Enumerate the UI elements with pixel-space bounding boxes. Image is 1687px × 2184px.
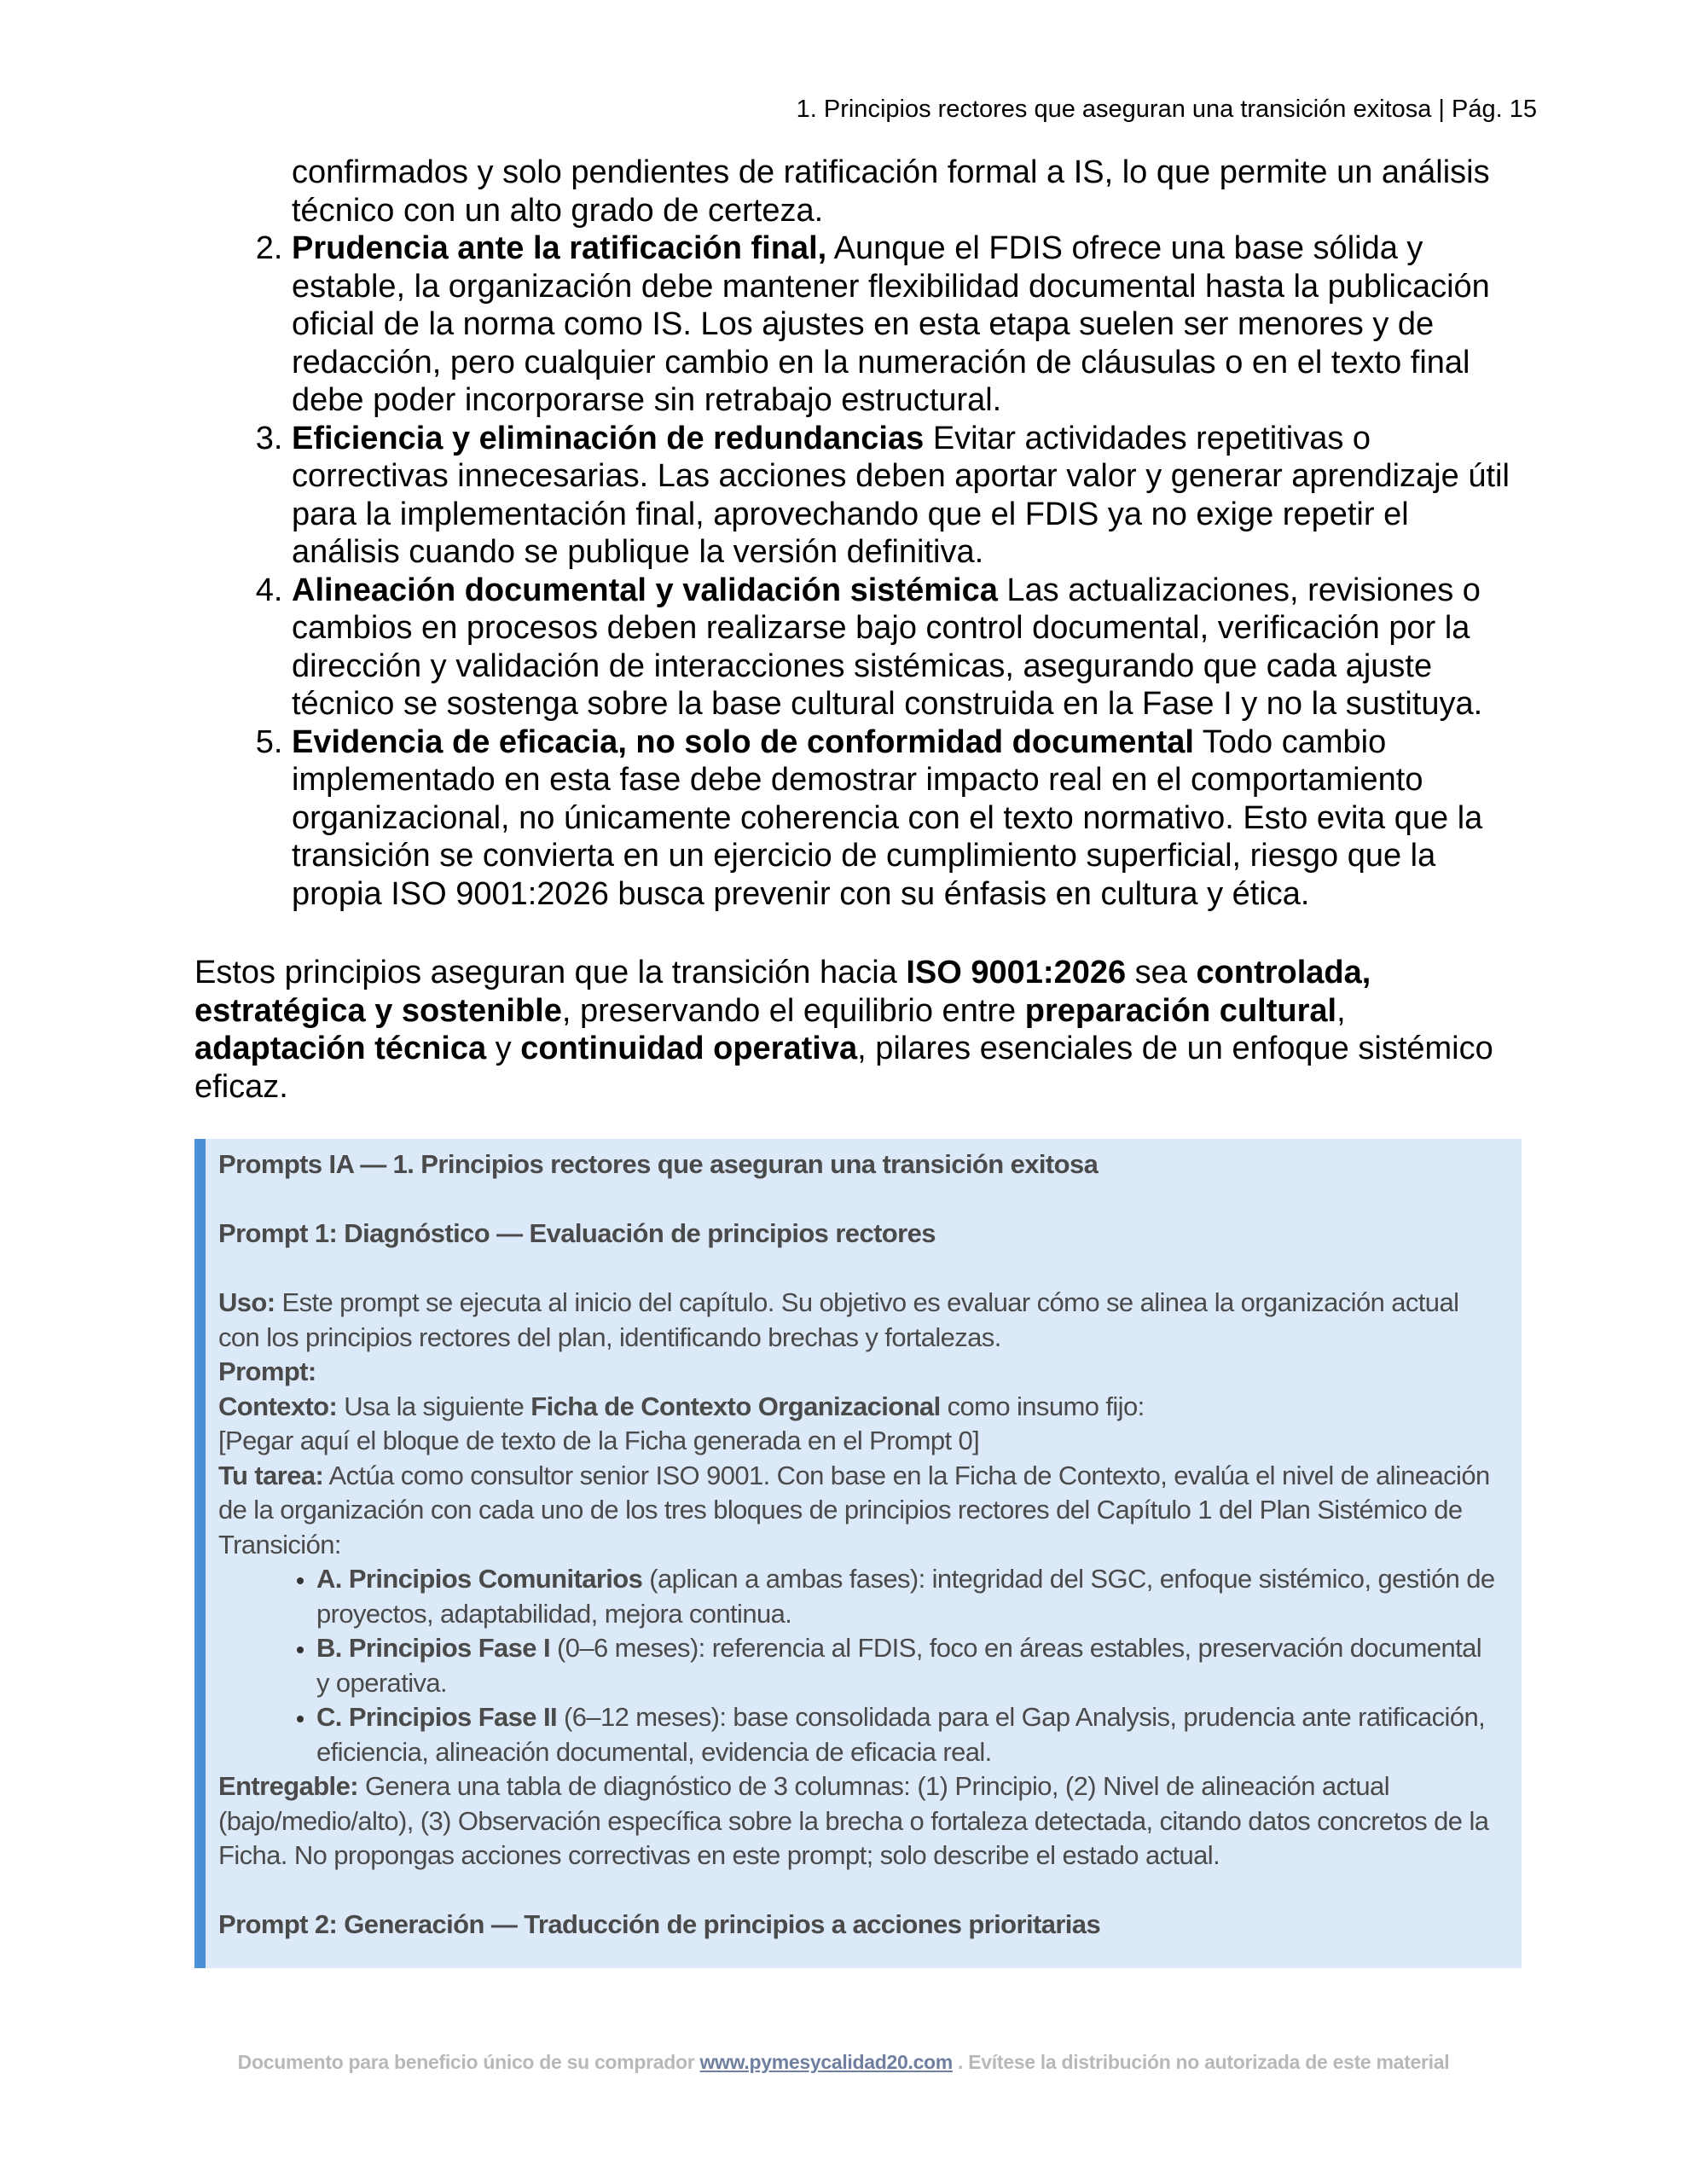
tarea-paragraph: Tu tarea: Actúa como consultor senior ISO 9001. Con base en la Ficha de Contexto, evalúa el nivel de alineación de la organización con cada uno de los tres bloques de principios rectores del Capítulo 1 del Plan Sistémico de Transición: bbox=[218, 1460, 1490, 1560]
principle-text: Aunque el FDIS ofrece una base sólida y estable, la organización debe mantener flexibilidad documental hasta la publicación oficial de la norma como IS. Los ajustes en esta etapa suelen ser menores y de redacción, pero cualquier cambio en la numeración de cláusulas o en el texto final debe poder incorporarse sin retrabajo estructural. bbox=[292, 230, 1490, 418]
prompt-label: Prompt: bbox=[218, 1356, 316, 1386]
list-item: • B. Principios Fase I (0–6 meses): referencia al FDIS, foco en áreas estables, preservación documental y operativa. bbox=[316, 1631, 1499, 1700]
paste-placeholder-line: [Pegar aquí el bloque de texto de la Ficha generada en el Prompt 0] bbox=[218, 1426, 980, 1455]
list-item: • C. Principios Fase II (6–12 meses): base consolidada para el Gap Analysis, prudencia ante ratificación, eficiencia, alineación documental, evidencia de eficacia real. bbox=[316, 1700, 1499, 1769]
list-continuation-text: confirmados y solo pendientes de ratificación formal a IS, lo que permite un análisis técnico con un alto grado de certeza. bbox=[292, 154, 1490, 229]
principle-item-5 bbox=[292, 723, 1525, 914]
prompt-1-title: Prompt 1: Diagnóstico — Evaluación de principios rectores bbox=[218, 1218, 936, 1248]
principle-text: Evitar actividades repetitivas o correctivas innecesarias. Las acciones deben aportar valor y generar aprendizaje útil para la implementación final, aprovechando que el FDIS ya no exige repetir el análisis cuando se publique la versión definitiva. bbox=[292, 420, 1510, 570]
entregable-paragraph: Entregable: Genera una tabla de diagnóstico de 3 columnas: (1) Principio, (2) Nivel de alineación actual (bajo/medio/alto), (3) Observación específica sobre la brecha o fortaleza detectada, citando datos concretos de la Ficha. No propongas acciones correctivas en este prompt; solo describe el estado actual. bbox=[218, 1771, 1489, 1870]
principle-item-3 bbox=[292, 420, 1525, 572]
prompt-2-title: Prompt 2: Generación — Traducción de principios a acciones prioritarias bbox=[218, 1909, 1101, 1939]
uso-paragraph: Uso: Este prompt se ejecuta al inicio del capítulo. Su objetivo es evaluar cómo se alinea la organización actual con los principios rectores del plan, identificando brechas y fortalezas. bbox=[218, 1287, 1459, 1352]
principle-text: Todo cambio implementado en esta fase debe demostrar impacto real en el comportamiento organizacional, no únicamente coherencia con el texto normativo. Esto evita que la transición se convierta en un ejercicio de cumplimiento superficial, riesgo que la propia ISO 9001:2026 busca prevenir con su énfasis en cultura y ética. bbox=[292, 723, 1483, 912]
principle-title: Evidencia de eficacia, no solo de conformidad documental bbox=[292, 723, 1194, 760]
conclusion-paragraph: Estos principios aseguran que la transición hacia ISO 9001:2026 sea controlada, estratégica y sostenible, preservando el equilibrio entre preparación cultural, adaptación técnica y continuidad operativa, pilares esenciales de un enfoque sistémico eficaz. bbox=[194, 955, 1493, 1105]
list-item: • A. Principios Comunitarios (aplican a ambas fases): integridad del SGC, enfoque sistémico, gestión de proyectos, adaptabilidad, mejora continua. bbox=[316, 1562, 1499, 1631]
principle-item-2 bbox=[292, 229, 1525, 420]
prompts-box-title: Prompts IA — 1. Principios rectores que aseguran una transición exitosa bbox=[218, 1149, 1099, 1179]
running-header: 1. Principios rectores que aseguran una transición exitosa | Pág. 15 bbox=[796, 96, 1537, 123]
ai-prompts-box bbox=[194, 1139, 1522, 1968]
principle-blocks-list bbox=[218, 1562, 1499, 1769]
principle-text: Las actualizaciones, revisiones o cambios en procesos deben realizarse bajo control documental, verificación por la dirección y validación de interacciones sistémicas, asegurando que cada ajuste técnico se sostenga sobre la base cultural construida en la Fase I y no la sustituya. bbox=[292, 572, 1483, 722]
principle-title: Prudencia ante la ratificación final, bbox=[292, 230, 827, 266]
main-content bbox=[194, 154, 1525, 1106]
principle-title: Alineación documental y validación sistémica bbox=[292, 572, 998, 608]
principles-list bbox=[194, 229, 1525, 913]
contexto-paragraph: Contexto: Usa la siguiente Ficha de Contexto Organizacional como insumo fijo: bbox=[218, 1391, 1145, 1421]
page-footer: Documento para beneficio único de su comprador www.pymesycalidad20.com . Evítese la distribución no autorizada de este material bbox=[237, 2051, 1450, 2073]
principle-item-4 bbox=[292, 572, 1525, 723]
principle-title: Eficiencia y eliminación de redundancias bbox=[292, 420, 925, 456]
buyer-website-link[interactable]: www.pymesycalidad20.com bbox=[699, 2051, 953, 2073]
